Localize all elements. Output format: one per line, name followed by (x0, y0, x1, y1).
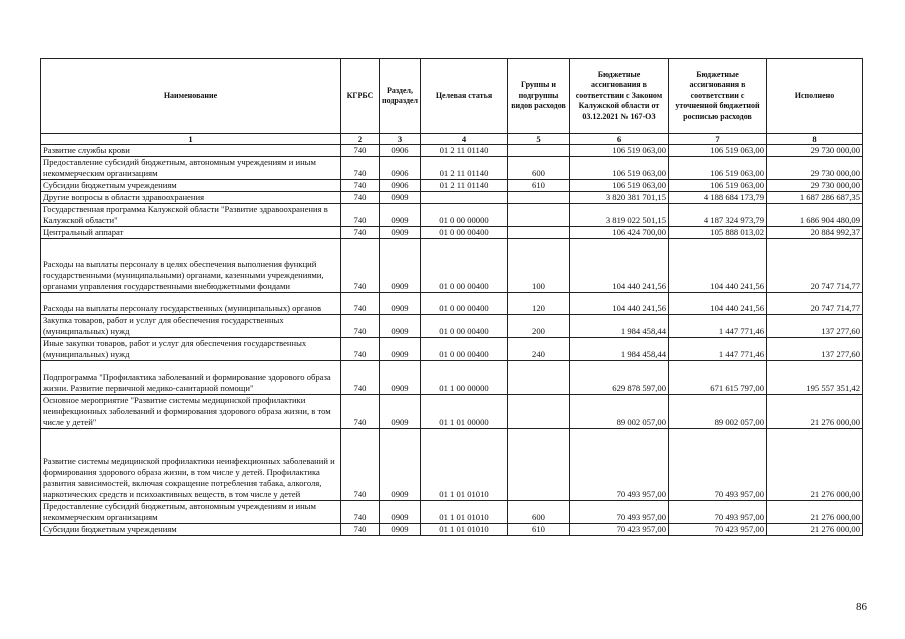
cell-group (508, 361, 570, 395)
column-number: 7 (669, 134, 767, 145)
header-kgrbs: КГРБС (341, 59, 380, 134)
cell-kgrbs: 740 (341, 204, 380, 227)
table-row (41, 145, 863, 157)
header-refined-appropriation: Бюджетные ассигнования в соответствии с уточненной бюджетной росписью расходов (669, 59, 767, 134)
cell-done: 137 277,60 (767, 315, 863, 338)
cell-group: 100 (508, 239, 570, 293)
budget-table-sheet (40, 58, 862, 536)
table-row (41, 315, 863, 338)
cell-section: 0909 (380, 315, 421, 338)
cell-refined: 70 423 957,00 (669, 524, 767, 536)
cell-refined: 1 447 771,46 (669, 315, 767, 338)
cell-refined: 1 447 771,46 (669, 338, 767, 361)
header-executed: Исполнено (767, 59, 863, 134)
cell-group: 120 (508, 293, 570, 315)
header-target-article: Целевая статья (421, 59, 508, 134)
table-row (41, 501, 863, 524)
cell-section: 0909 (380, 501, 421, 524)
cell-name: Расходы на выплаты персоналу в целях обеспечения выполнения функций государственными (муниципальными) органами, казенными учреждениями, органами управления государственными внебюджетными фондами (41, 239, 341, 293)
cell-kgrbs: 740 (341, 180, 380, 192)
cell-kgrbs: 740 (341, 145, 380, 157)
cell-section: 0909 (380, 227, 421, 239)
cell-name: Развитие службы крови (41, 145, 341, 157)
cell-target (421, 192, 508, 204)
table-row (41, 180, 863, 192)
table-row (41, 338, 863, 361)
column-number-row (41, 134, 863, 145)
cell-section: 0906 (380, 180, 421, 192)
table-header-row (41, 59, 863, 134)
cell-section: 0909 (380, 204, 421, 227)
cell-target: 01 2 11 01140 (421, 145, 508, 157)
cell-law: 1 984 458,44 (570, 338, 669, 361)
budget-table (40, 58, 863, 536)
cell-name: Субсидии бюджетным учреждениям (41, 524, 341, 536)
cell-law: 104 440 241,56 (570, 293, 669, 315)
cell-refined: 106 519 063,00 (669, 145, 767, 157)
cell-target: 01 0 00 00400 (421, 338, 508, 361)
cell-kgrbs: 740 (341, 395, 380, 429)
cell-kgrbs: 740 (341, 157, 380, 180)
cell-name: Подпрограмма "Профилактика заболеваний и формирование здорового образа жизни. Развитие первичной медико-санитарной помощи" (41, 361, 341, 395)
cell-group (508, 227, 570, 239)
cell-section: 0909 (380, 239, 421, 293)
cell-name: Развитие системы медицинской профилактики неинфекционных заболеваний и формирования здорового образа жизни, в том числе у детей. Профилактика развития зависимостей, включая сокращение потребления табака, алкоголя, наркотических средств и психоактивных веществ, в том числе у детей (41, 429, 341, 501)
cell-group (508, 429, 570, 501)
cell-done: 20 747 714,77 (767, 239, 863, 293)
cell-target: 01 1 00 00000 (421, 361, 508, 395)
cell-name: Государственная программа Калужской области "Развитие здравоохранения в Калужской области" (41, 204, 341, 227)
cell-group: 600 (508, 157, 570, 180)
cell-done: 21 276 000,00 (767, 395, 863, 429)
table-row (41, 204, 863, 227)
table-row (41, 293, 863, 315)
cell-section: 0909 (380, 524, 421, 536)
table-body (41, 145, 863, 536)
cell-refined: 104 440 241,56 (669, 239, 767, 293)
header-section: Раздел, подраздел (380, 59, 421, 134)
cell-section: 0909 (380, 395, 421, 429)
table-row (41, 227, 863, 239)
column-number: 4 (421, 134, 508, 145)
cell-group: 610 (508, 180, 570, 192)
cell-done: 137 277,60 (767, 338, 863, 361)
cell-target: 01 1 01 01010 (421, 524, 508, 536)
table-row (41, 524, 863, 536)
page-number: 86 (856, 601, 867, 613)
cell-done: 1 686 904 480,09 (767, 204, 863, 227)
table-row (41, 239, 863, 293)
column-number: 3 (380, 134, 421, 145)
cell-section: 0909 (380, 429, 421, 501)
cell-kgrbs: 740 (341, 227, 380, 239)
table-row (41, 429, 863, 501)
cell-group: 610 (508, 524, 570, 536)
cell-law: 3 819 022 501,15 (570, 204, 669, 227)
cell-kgrbs: 740 (341, 293, 380, 315)
cell-target: 01 1 01 01010 (421, 429, 508, 501)
cell-target: 01 0 00 00400 (421, 315, 508, 338)
cell-done: 21 276 000,00 (767, 524, 863, 536)
cell-done: 29 730 000,00 (767, 157, 863, 180)
cell-kgrbs: 740 (341, 315, 380, 338)
cell-kgrbs: 740 (341, 192, 380, 204)
cell-target: 01 2 11 01140 (421, 157, 508, 180)
cell-target: 01 0 00 00400 (421, 293, 508, 315)
cell-name: Основное мероприятие "Развитие системы медицинской профилактики неинфекционных заболеваний и формирования здорового образа жизни, в том числе у детей" (41, 395, 341, 429)
cell-law: 104 440 241,56 (570, 239, 669, 293)
cell-section: 0909 (380, 338, 421, 361)
cell-law: 70 423 957,00 (570, 524, 669, 536)
cell-section: 0906 (380, 157, 421, 180)
cell-kgrbs: 740 (341, 338, 380, 361)
cell-law: 629 878 597,00 (570, 361, 669, 395)
header-name: Наименование (41, 59, 341, 134)
cell-group: 200 (508, 315, 570, 338)
column-number: 6 (570, 134, 669, 145)
cell-refined: 70 493 957,00 (669, 429, 767, 501)
cell-name: Предоставление субсидий бюджетным, автономным учреждениям и иным некоммерческим организациям (41, 157, 341, 180)
cell-kgrbs: 740 (341, 524, 380, 536)
cell-target: 01 1 01 00000 (421, 395, 508, 429)
cell-law: 106 519 063,00 (570, 145, 669, 157)
header-expense-group: Группы и подгруппы видов расходов (508, 59, 570, 134)
cell-done: 195 557 351,42 (767, 361, 863, 395)
cell-group (508, 145, 570, 157)
cell-done: 29 730 000,00 (767, 180, 863, 192)
cell-group (508, 192, 570, 204)
cell-refined: 4 188 684 173,79 (669, 192, 767, 204)
cell-law: 1 984 458,44 (570, 315, 669, 338)
cell-refined: 70 493 957,00 (669, 501, 767, 524)
column-number: 1 (41, 134, 341, 145)
cell-law: 106 519 063,00 (570, 157, 669, 180)
cell-name: Иные закупки товаров, работ и услуг для обеспечения государственных (муниципальных) нужд (41, 338, 341, 361)
cell-law: 70 493 957,00 (570, 501, 669, 524)
cell-refined: 4 187 324 973,79 (669, 204, 767, 227)
cell-done: 20 884 992,37 (767, 227, 863, 239)
table-row (41, 157, 863, 180)
cell-refined: 106 519 063,00 (669, 180, 767, 192)
table-row (41, 192, 863, 204)
cell-refined: 89 002 057,00 (669, 395, 767, 429)
cell-refined: 105 888 013,02 (669, 227, 767, 239)
cell-name: Расходы на выплаты персоналу государственных (муниципальных) органов (41, 293, 341, 315)
cell-kgrbs: 740 (341, 501, 380, 524)
cell-kgrbs: 740 (341, 429, 380, 501)
header-law-appropriation: Бюджетные ассигнования в соответствии с Законом Калужской области от 03.12.2021 № 167-ОЗ (570, 59, 669, 134)
column-number: 8 (767, 134, 863, 145)
cell-group (508, 395, 570, 429)
cell-section: 0909 (380, 361, 421, 395)
cell-target: 01 0 00 00400 (421, 227, 508, 239)
cell-section: 0906 (380, 145, 421, 157)
cell-section: 0909 (380, 293, 421, 315)
cell-law: 3 820 381 701,15 (570, 192, 669, 204)
cell-done: 21 276 000,00 (767, 501, 863, 524)
table-row (41, 361, 863, 395)
cell-target: 01 0 00 00000 (421, 204, 508, 227)
cell-group: 240 (508, 338, 570, 361)
cell-refined: 104 440 241,56 (669, 293, 767, 315)
cell-kgrbs: 740 (341, 239, 380, 293)
column-number: 2 (341, 134, 380, 145)
cell-done: 21 276 000,00 (767, 429, 863, 501)
cell-name: Субсидии бюджетным учреждениям (41, 180, 341, 192)
column-number: 5 (508, 134, 570, 145)
cell-law: 106 519 063,00 (570, 180, 669, 192)
cell-group (508, 204, 570, 227)
table-row (41, 395, 863, 429)
cell-group: 600 (508, 501, 570, 524)
cell-law: 106 424 700,00 (570, 227, 669, 239)
cell-name: Другие вопросы в области здравоохранения (41, 192, 341, 204)
cell-target: 01 1 01 01010 (421, 501, 508, 524)
cell-done: 29 730 000,00 (767, 145, 863, 157)
cell-target: 01 0 00 00400 (421, 239, 508, 293)
cell-refined: 671 615 797,00 (669, 361, 767, 395)
cell-kgrbs: 740 (341, 361, 380, 395)
cell-done: 20 747 714,77 (767, 293, 863, 315)
cell-name: Закупка товаров, работ и услуг для обеспечения государственных (муниципальных) нужд (41, 315, 341, 338)
cell-done: 1 687 286 687,35 (767, 192, 863, 204)
cell-law: 89 002 057,00 (570, 395, 669, 429)
cell-name: Центральный аппарат (41, 227, 341, 239)
cell-target: 01 2 11 01140 (421, 180, 508, 192)
cell-refined: 106 519 063,00 (669, 157, 767, 180)
cell-name: Предоставление субсидий бюджетным, автономным учреждениям и иным некоммерческим организациям (41, 501, 341, 524)
cell-section: 0909 (380, 192, 421, 204)
cell-law: 70 493 957,00 (570, 429, 669, 501)
